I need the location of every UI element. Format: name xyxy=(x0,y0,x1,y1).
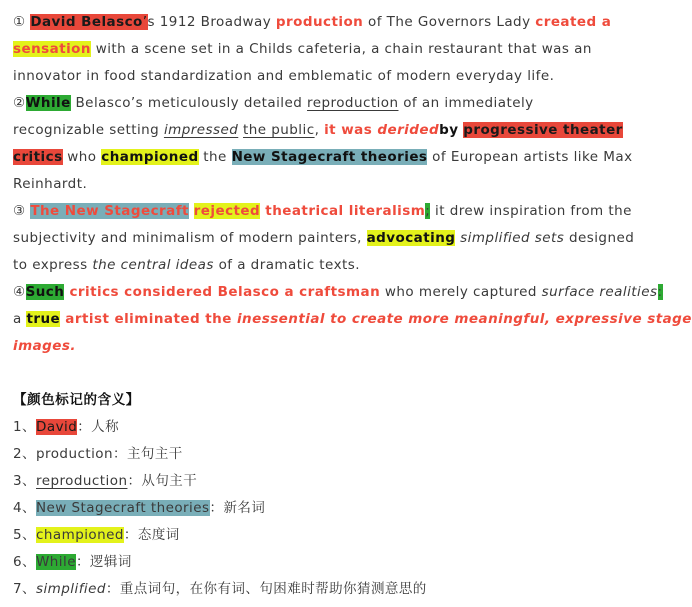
p1-created-a: created a xyxy=(535,14,612,30)
p4-clause: critics considered Belasco a craftsman xyxy=(64,284,381,300)
legend-item-7: 7、simplified：重点词句，在你有词、句困难时帮助你猜测意思的 xyxy=(13,581,427,597)
p4-surface: surface realities xyxy=(541,284,658,300)
p2-progressive: progressive theater xyxy=(463,122,623,138)
p1-text-4: innovator in food standardization and emblematic of modern everyday life. xyxy=(13,68,555,84)
legend-sample-logic: While xyxy=(36,554,76,570)
p3-central-ideas: the central ideas xyxy=(92,257,214,273)
p2-the-public: the public xyxy=(243,122,315,138)
legend-title: 【颜色标记的含义】 xyxy=(13,392,140,408)
p4-images: images. xyxy=(13,338,76,354)
p2-line-1 xyxy=(13,92,631,114)
p3-semicolon: ; xyxy=(425,203,431,219)
p3-rejected: rejected xyxy=(193,203,261,219)
p2-line-2: recognizable setting impressed the public, it was deridedby progressive theater xyxy=(13,122,623,138)
p2-while: While xyxy=(25,95,71,111)
legend-item-1: 1、David：人称 xyxy=(13,419,120,435)
p3-advocating: advocating xyxy=(366,230,456,246)
p1-line-1 xyxy=(13,11,631,33)
p4-line-1: ④Such critics considered Belasco a craftsman who merely captured surface realities: xyxy=(13,284,663,300)
p3-number: ③ xyxy=(13,203,26,219)
p4-colon: : xyxy=(657,284,663,300)
legend-sample-key-word: simplified xyxy=(36,581,106,597)
p1-sensation: sensation xyxy=(13,41,91,57)
p4-such: Such xyxy=(25,284,65,300)
legend-sample-main-clause: production xyxy=(36,446,113,462)
p3-line-3: to express the central ideas of a dramatic texts. xyxy=(13,257,360,273)
legend-item-4: 4、New Stagecraft theories：新名词 xyxy=(13,500,266,516)
p3-object: theatrical literalism xyxy=(260,203,426,219)
p2-reproduction: reproduction xyxy=(307,95,399,111)
p3-line-1: ③ The New Stagecraft rejected theatrical literalism; it drew inspiration from the xyxy=(13,203,632,219)
p2-text-2: of an immediately xyxy=(398,95,534,111)
p4-inessential: inessential to create more meaningful, expressive stage xyxy=(236,311,692,327)
p1-subject: David Belasco’ xyxy=(30,14,148,30)
p3-line-2: subjectivity and minimalism of modern painters, advocating simplified sets designed xyxy=(13,230,635,246)
p2-derided: derided xyxy=(377,122,440,138)
p1-line-3 xyxy=(13,65,631,87)
p2-championed: championed xyxy=(101,149,199,165)
p2-text-3: recognizable setting xyxy=(13,122,164,138)
p4-line-2: a true artist eliminated the inessential to create more meaningful, expressive stage xyxy=(13,311,692,327)
legend-item-3: 3、reproduction：从句主干 xyxy=(13,473,198,489)
p1-production: production xyxy=(275,14,364,30)
legend-item-6: 6、While：逻辑词 xyxy=(13,554,132,570)
p1-number: ① xyxy=(13,14,26,30)
legend-sample-person: David xyxy=(36,419,78,435)
p2-line-4 xyxy=(13,173,631,195)
p2-text-8: Reinhardt. xyxy=(13,176,88,192)
p2-impressed: impressed xyxy=(163,122,239,138)
p2-text-1: Belasco’s meticulously detailed xyxy=(70,95,308,111)
p2-critics: critics xyxy=(13,149,63,165)
legend-sample-subclause: reproduction xyxy=(36,473,128,489)
p3-subject: The New Stagecraft xyxy=(30,203,189,219)
legend-item-2: 2、production：主句主干 xyxy=(13,446,183,462)
p1-line-2 xyxy=(13,38,631,60)
p2-it-was: it was xyxy=(324,122,378,138)
p1-text-1: s 1912 Broadway xyxy=(147,14,276,30)
p3-simplified-sets: simplified sets xyxy=(460,230,565,246)
p1-text-3: with a scene set in a Childs cafeteria, a chain restaurant that was an xyxy=(90,41,592,57)
p4-clause-2: artist eliminated the xyxy=(60,311,237,327)
legend-sample-attitude: championed xyxy=(36,527,124,543)
p2-by: by xyxy=(439,122,459,138)
p4-number: ④ xyxy=(13,284,26,300)
p4-line-3 xyxy=(13,335,631,357)
p2-new-stagecraft: New Stagecraft theories xyxy=(231,149,428,165)
p2-line-3: critics who championed the New Stagecraft theories of European artists like Max xyxy=(13,149,633,165)
legend-sample-new-noun: New Stagecraft theories xyxy=(36,500,210,516)
p2-number: ② xyxy=(13,95,26,111)
p1-text-2: of The Governors Lady xyxy=(363,14,536,30)
legend-item-5: 5、championed：态度词 xyxy=(13,527,180,543)
p4-true: true xyxy=(26,311,61,327)
